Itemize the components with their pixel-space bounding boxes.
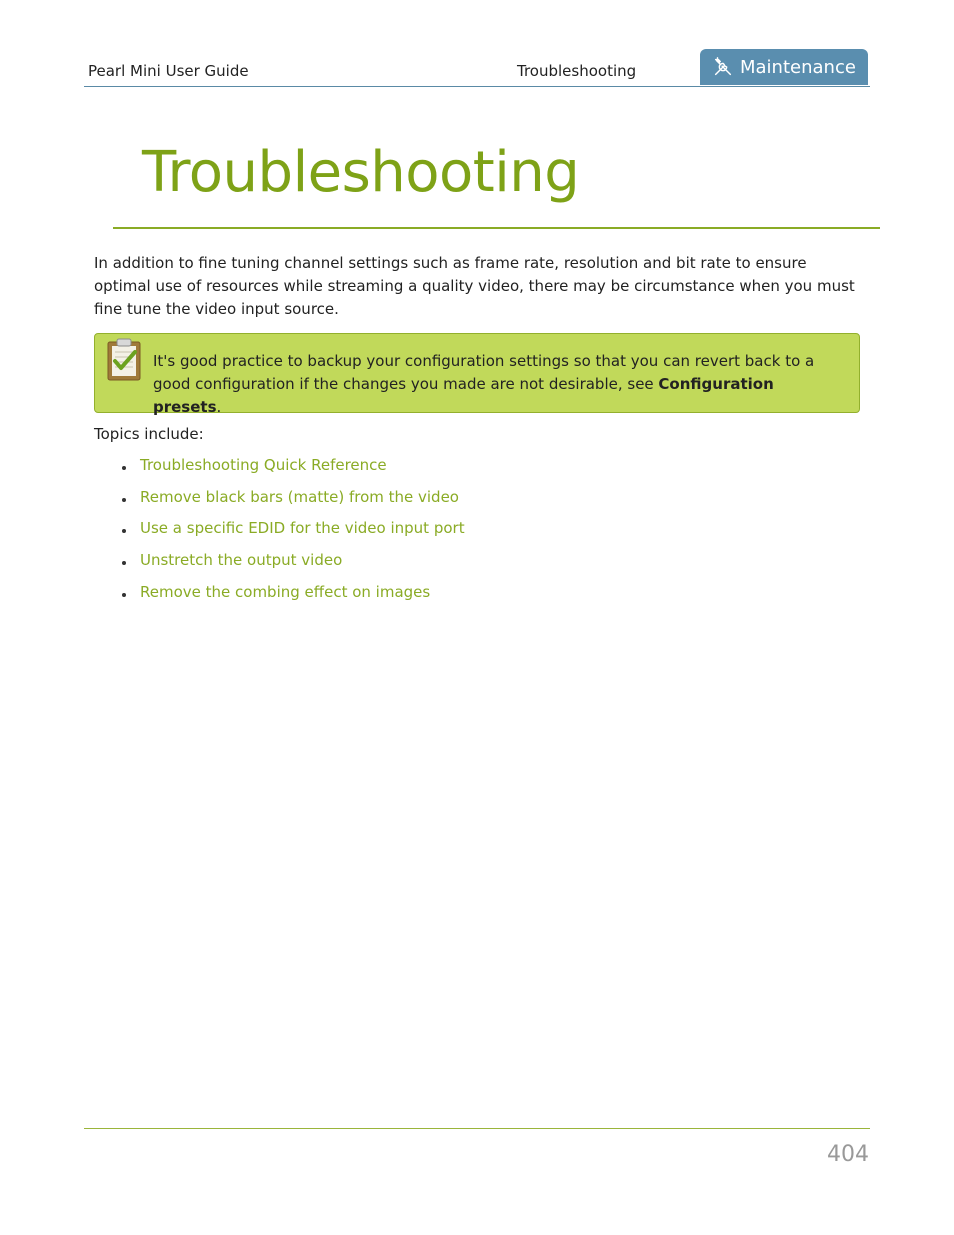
- tip-note: [94, 333, 860, 416]
- bullet: [122, 466, 126, 470]
- bullet: [122, 561, 126, 565]
- topic-link-remove-black-bars[interactable]: Remove black bars (matte) from the video: [140, 487, 459, 506]
- title-divider: [113, 227, 880, 229]
- tip-text-end: .: [216, 398, 222, 416]
- footer-divider: [84, 1128, 870, 1129]
- tools-icon: [712, 56, 734, 78]
- maintenance-badge: [700, 49, 868, 85]
- guide-title: Pearl Mini User Guide: [88, 62, 249, 80]
- section-title: Troubleshooting: [517, 62, 637, 80]
- intro-paragraph: In addition to fine tuning channel settings such as frame rate, resolution and bit rate to ensure optimal use of resources while streaming a quality video, there may be circumstance when you must fine tune the video input source.: [94, 254, 855, 318]
- badge-label: Maintenance: [740, 56, 856, 78]
- topic-link-troubleshooting-quick-reference[interactable]: Troubleshooting Quick Reference: [140, 456, 387, 474]
- topic-link-specific-edid[interactable]: Use a specific EDID for the video input port: [140, 519, 465, 538]
- topic-link-remove-combing[interactable]: Remove the combing effect on images: [140, 582, 431, 601]
- tip-text-body: It's good practice to backup your configuration settings so that you can revert back to a good configuration if the changes you made are not desirable, see: [153, 352, 815, 393]
- tip-text: [153, 350, 843, 419]
- page-title: Troubleshooting: [142, 140, 580, 205]
- bullet: [122, 498, 126, 502]
- bullet: [122, 593, 126, 597]
- page-number: 404: [827, 1142, 869, 1167]
- topic-link-unstretch-output[interactable]: Unstretch the output video: [140, 551, 343, 570]
- topics-label: Topics include:: [94, 425, 204, 443]
- header-divider: [84, 86, 870, 87]
- configuration-presets-link[interactable]: Configuration presets: [153, 375, 774, 416]
- bullet: [122, 529, 126, 533]
- clipboard-check-icon: [105, 336, 143, 382]
